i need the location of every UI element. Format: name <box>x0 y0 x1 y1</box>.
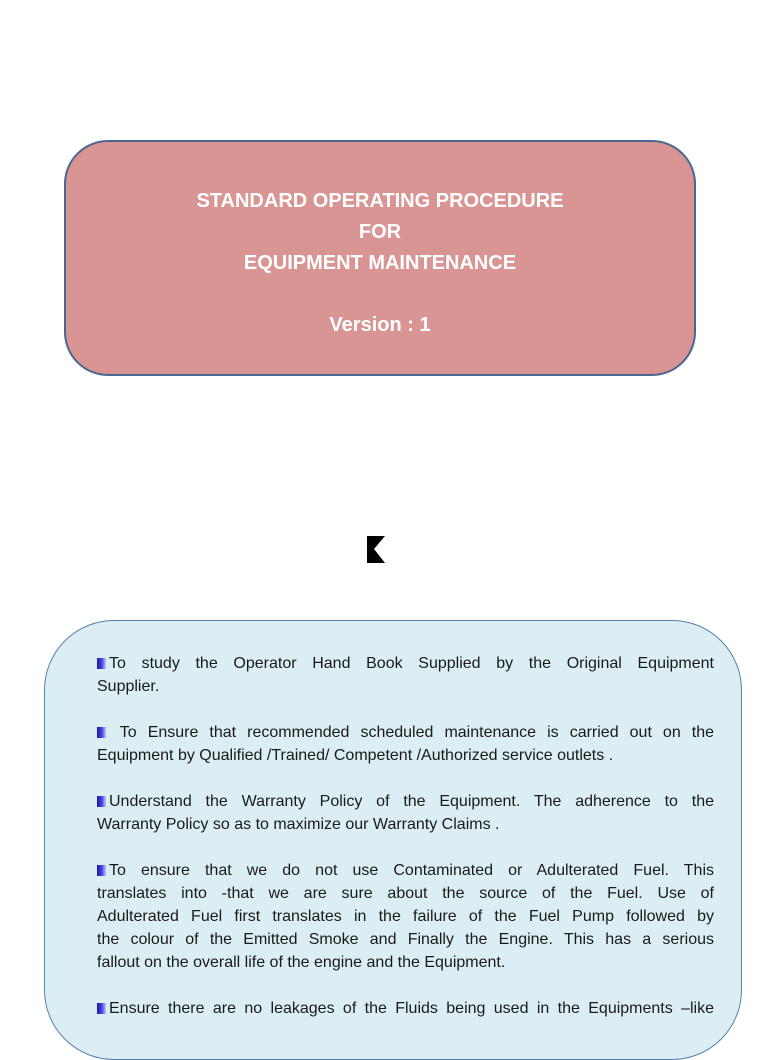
list-item <box>97 652 714 698</box>
list-item-line: the colour of the Emitted Smoke and Finally the Engine. This has a serious <box>97 931 714 948</box>
list-item <box>97 790 714 836</box>
square-bullet-icon <box>97 727 106 738</box>
list-item-line: Warranty Policy so as to maximize our Warranty Claims . <box>97 816 500 833</box>
list-item-line: translates into -that we are sure about the source of the Fuel. Use of <box>97 885 714 902</box>
list-item-line: To study the Operator Hand Book Supplied by the Original Equipment <box>97 652 714 675</box>
list-item-line: To ensure that we do not use Contaminated or Adulterated Fuel. This <box>97 859 714 882</box>
square-bullet-icon <box>97 796 106 807</box>
list-item-line: Equipment by Qualified /Trained/ Competent /Authorized service outlets . <box>97 747 614 764</box>
list-item-line: Adulterated Fuel first translates in the failure of the Fuel Pump followed by <box>97 908 714 925</box>
list-item-line: fallout on the overall life of the engine and the Equipment. <box>97 954 506 971</box>
title-box <box>64 140 696 376</box>
list-item-line: Understand the Warranty Policy of the Equipment. The adherence to the <box>97 790 714 813</box>
list-item-line: Ensure there are no leakages of the Fluids being used in the Equipments –like <box>97 997 714 1020</box>
list-item <box>97 997 714 1020</box>
list-item-line: To Ensure that recommended scheduled maintenance is carried out on the <box>97 721 714 744</box>
title-line-3: EQUIPMENT MAINTENANCE <box>243 252 517 274</box>
square-bullet-icon <box>97 658 106 669</box>
cursor-shape-icon <box>366 534 386 564</box>
version-label: Version : 1 <box>329 314 431 336</box>
square-bullet-icon <box>97 1003 106 1014</box>
title-line-1: STANDARD OPERATING PROCEDURE <box>196 190 564 212</box>
list-item <box>97 721 714 767</box>
title-line-2: FOR <box>358 221 402 243</box>
list-item-line: Supplier. <box>97 678 160 695</box>
square-bullet-icon <box>97 865 106 876</box>
list-item <box>97 859 714 974</box>
